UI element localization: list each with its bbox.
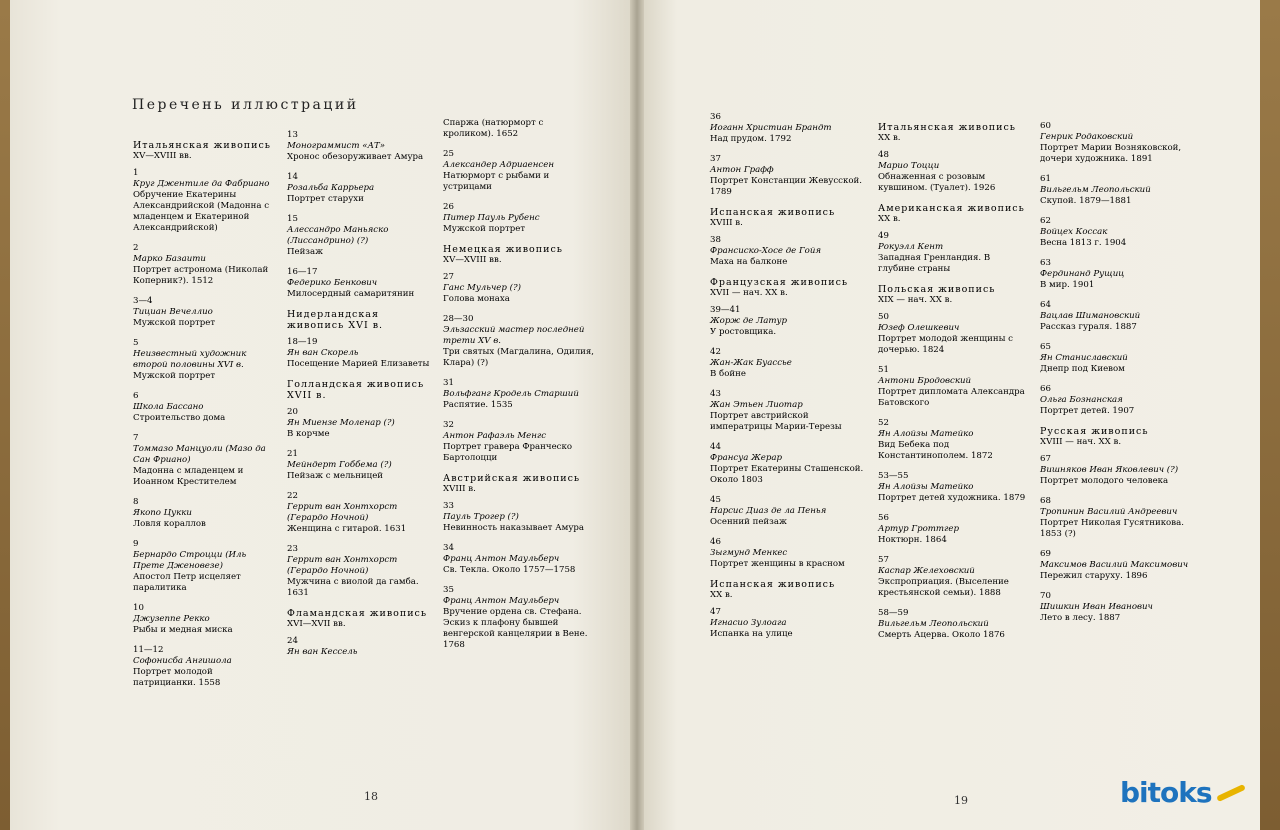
section-heading: Голландская живопись XVII в. — [287, 379, 425, 401]
list-item — [443, 272, 595, 305]
section-heading: Испанская живопись — [710, 579, 836, 590]
artwork-title: Мужской портрет — [443, 224, 526, 234]
illustration-number: 58—59 — [878, 608, 909, 618]
section-heading: Итальянская живопись — [878, 122, 1016, 133]
illustration-number: 39—41 — [710, 305, 741, 315]
illustration-number: 66 — [1040, 384, 1051, 394]
illustration-number: 1 — [133, 168, 139, 178]
artist-name: Максимов Василий Максимович — [1040, 560, 1189, 570]
artist-name: Жорж де Латур — [710, 316, 788, 326]
illustration-number: 32 — [443, 420, 454, 430]
list-item — [1040, 342, 1190, 375]
artist-name: Тициан Вечеллио — [133, 307, 213, 317]
artist-name: Монограммист «АТ» — [287, 141, 386, 151]
list-item — [1040, 496, 1190, 540]
list-item — [1040, 121, 1190, 165]
list-item — [878, 513, 1026, 546]
artist-name: Каспар Желеховский — [878, 566, 975, 576]
list-item — [878, 150, 1026, 194]
list-item — [710, 154, 865, 198]
list-item — [1040, 591, 1190, 624]
illustration-number: 25 — [443, 149, 454, 159]
illustration-number: 27 — [443, 272, 454, 282]
artist-name: Марко Базаити — [133, 254, 206, 264]
illustration-number: 8 — [133, 497, 139, 507]
list-item — [287, 407, 437, 440]
illustration-number: 64 — [1040, 300, 1051, 310]
artwork-title: В корчме — [287, 429, 330, 439]
illustration-number: 68 — [1040, 496, 1051, 506]
illustration-number: 18—19 — [287, 337, 318, 347]
section-period: XX в. — [710, 590, 733, 600]
artwork-title: Портрет астронома (Николай Коперник?). 1512 — [133, 265, 269, 286]
section-period: XVIII в. — [443, 484, 476, 494]
artist-name: Марио Тоцци — [878, 161, 940, 171]
artist-name: Ян ван Кессель — [287, 647, 358, 657]
artist-name: Юзеф Олешкевич — [878, 323, 960, 333]
artwork-title: В бойне — [710, 369, 746, 379]
artist-name: Тропинин Василий Андреевич — [1040, 507, 1178, 517]
illustration-number: 16—17 — [287, 267, 318, 277]
artist-name: Вильгельм Леопольский — [1040, 185, 1151, 195]
illustration-number: 21 — [287, 449, 298, 459]
artwork-title: В мир. 1901 — [1040, 280, 1095, 290]
illustration-number: 31 — [443, 378, 454, 388]
list-item — [1040, 216, 1190, 249]
artwork-title: Обручение Екатерины Александрийской (Мадонна с младенцем и Екатериной Александрийской) — [133, 190, 270, 233]
section-period: XVIII в. — [710, 218, 743, 228]
artwork-title: Рыбы и медная миска — [133, 625, 233, 635]
artist-name: Жан Этьен Лиотар — [710, 400, 803, 410]
section-heading: Нидерландская живопись XVI в. — [287, 309, 384, 331]
artist-name: Розальба Каррьера — [287, 183, 375, 193]
artist-name: Нарсис Диаз де ла Пенья — [710, 506, 827, 516]
artist-name: Питер Пауль Рубенс — [443, 213, 540, 223]
list-item — [443, 585, 595, 651]
artwork-title: Пейзаж с мельницей — [287, 471, 384, 481]
artwork-title: Натюрморт с рыбами и устрицами — [443, 171, 550, 192]
illustration-number: 42 — [710, 347, 721, 357]
list-item — [878, 471, 1026, 504]
artist-name: Антон Рафаэль Менгс — [443, 431, 547, 441]
artwork-title: Портрет гравера Франческо Бартолоцци — [443, 442, 573, 463]
artist-name: Антони Бродовский — [878, 376, 972, 386]
illustration-number: 67 — [1040, 454, 1051, 464]
page-title: Перечень иллюстраций — [132, 97, 359, 113]
artwork-title: Мужской портрет — [133, 318, 216, 328]
list-item — [878, 365, 1026, 409]
list-item — [1040, 174, 1190, 207]
illustration-number: 35 — [443, 585, 454, 595]
list-item — [443, 501, 595, 534]
artwork-title: Три святых (Магдалина, Одилия, Клара) (?) — [443, 347, 595, 368]
artwork-title: Посещение Марией Елизаветы — [287, 359, 430, 369]
artist-name: Круг Джентиле да Фабриано — [133, 179, 270, 189]
column-4 — [710, 112, 865, 649]
list-item — [878, 608, 1026, 641]
illustration-number: 63 — [1040, 258, 1051, 268]
illustration-number: 37 — [710, 154, 721, 164]
list-item — [287, 544, 437, 599]
artwork-title: Портрет детей. 1907 — [1040, 406, 1135, 416]
column-6 — [1040, 121, 1190, 633]
artist-name: Неизвестный художник второй половины XVI в. — [133, 349, 247, 370]
illustration-number: 9 — [133, 539, 139, 549]
section-period: XV—XVIII вв. — [133, 151, 192, 161]
illustration-number: 33 — [443, 501, 454, 511]
list-item — [287, 130, 437, 163]
list-item — [710, 305, 865, 338]
list-item — [710, 442, 865, 486]
artwork-title: Портрет дипломата Александра Батовского — [878, 387, 1025, 408]
list-item — [710, 347, 865, 380]
list-item — [878, 555, 1026, 599]
section-heading: Австрийская живопись — [443, 473, 581, 484]
artist-name: Франсуа Жерар — [710, 453, 782, 463]
artwork-title: Св. Текла. Около 1757—1758 — [443, 565, 576, 575]
list-item — [133, 645, 273, 689]
artwork-title: Ловля кораллов — [133, 519, 206, 529]
artist-name: Ольга Бознанская — [1040, 395, 1123, 405]
illustration-number: 43 — [710, 389, 721, 399]
artist-name: Федерико Бенкович — [287, 278, 378, 288]
artwork-title: Западная Гренландия. В глубине страны — [878, 253, 991, 274]
illustration-number: 15 — [287, 214, 298, 224]
artwork-title: Портрет детей художника. 1879 — [878, 493, 1026, 503]
artist-name: Ян Алойзы Матейко — [878, 482, 974, 492]
artist-name: Франц Антон Маульберч — [443, 554, 560, 564]
artist-name: Рокуэлл Кент — [878, 242, 944, 252]
artist-name: Игнасио Зулоага — [710, 618, 787, 628]
artist-name: Бернардо Строцци (Иль Прете Дженовезе) — [133, 550, 247, 571]
artist-name: Вацлав Шимановский — [1040, 311, 1141, 321]
illustration-number: 34 — [443, 543, 454, 553]
artist-name: Школа Бассано — [133, 402, 204, 412]
section-period: XVII — нач. XX в. — [710, 288, 788, 298]
artist-name: Ян Миензе Моленар (?) — [287, 418, 395, 428]
illustration-number: 10 — [133, 603, 144, 613]
artwork-title: Женщина с гитарой. 1631 — [287, 524, 407, 534]
illustration-number: 51 — [878, 365, 889, 375]
list-item — [287, 636, 437, 658]
artist-name: Эльзасский мастер последней трети XV в. — [443, 325, 585, 346]
list-item — [878, 312, 1026, 356]
list-item — [133, 391, 273, 424]
list-item — [287, 491, 437, 535]
illustration-number: 23 — [287, 544, 298, 554]
section-heading: Испанская живопись — [710, 207, 836, 218]
section-period: XX в. — [878, 214, 901, 224]
artwork-title: Обнаженная с розовым кувшином. (Туалет). 1926 — [878, 172, 996, 193]
list-item — [133, 243, 273, 287]
swoosh-icon — [1216, 784, 1246, 802]
illustration-number: 69 — [1040, 549, 1051, 559]
artist-name: Фердинанд Рущиц — [1040, 269, 1125, 279]
list-item — [710, 235, 865, 268]
illustration-number: 48 — [878, 150, 889, 160]
artwork-title: Портрет Констанции Жевусской. 1789 — [710, 176, 862, 197]
list-item — [133, 296, 273, 329]
illustration-number: 65 — [1040, 342, 1051, 352]
artwork-title: Экспроприация. (Выселение крестьянской семьи). 1888 — [878, 577, 1009, 598]
artwork-title: Портрет Марии Возняковской, дочери художника. 1891 — [1040, 143, 1182, 164]
artist-name: Генрик Родаковский — [1040, 132, 1134, 142]
artwork-title: Мадонна с младенцем и Иоанном Крестителем — [133, 466, 244, 487]
section-heading: Американская живопись — [878, 203, 1025, 214]
artist-name: Томмазо Манцуоли (Мазо да Сан Фриано) — [133, 444, 266, 465]
section-heading: Фламандская живопись — [287, 608, 428, 619]
artist-name: Алессандро Маньяско (Лиссандрино) (?) — [287, 225, 389, 246]
list-item — [1040, 549, 1190, 582]
artist-name: Александер Адриаенсен — [443, 160, 554, 170]
section-heading: Русская живопись — [1040, 426, 1149, 437]
artist-name: Артур Гроттгер — [878, 524, 959, 534]
list-item — [287, 449, 437, 482]
list-item — [443, 314, 595, 369]
artwork-title: Спаржа (натюрморт с кроликом). 1652 — [443, 118, 544, 139]
list-item — [443, 378, 595, 411]
list-item — [287, 214, 437, 258]
list-item — [710, 607, 865, 640]
illustration-number: 44 — [710, 442, 721, 452]
illustration-number: 6 — [133, 391, 139, 401]
illustration-number: 56 — [878, 513, 889, 523]
list-item — [133, 338, 273, 382]
artwork-title: Вручение ордена св. Стефана. Эскиз к плафону бывшей венгерской канцелярии в Вене. 1768 — [443, 607, 588, 650]
artwork-title: Рассказ гураля. 1887 — [1040, 322, 1137, 332]
column-5 — [878, 116, 1026, 650]
illustration-number: 24 — [287, 636, 298, 646]
list-item — [133, 168, 273, 234]
watermark-logo — [1120, 776, 1246, 809]
list-item — [1040, 454, 1190, 487]
artwork-title: Смерть Ацерва. Около 1876 — [878, 630, 1005, 640]
artist-name: Вильгельм Леопольский — [878, 619, 989, 629]
illustration-number: 61 — [1040, 174, 1051, 184]
illustration-number: 7 — [133, 433, 139, 443]
illustration-number: 53—55 — [878, 471, 909, 481]
illustration-number: 26 — [443, 202, 454, 212]
artist-name: Войцех Коссак — [1040, 227, 1108, 237]
illustration-number: 46 — [710, 537, 721, 547]
illustration-number: 13 — [287, 130, 298, 140]
artwork-title: Лето в лесу. 1887 — [1040, 613, 1121, 623]
section-heading: Немецкая живопись — [443, 244, 563, 255]
column-3 — [443, 118, 595, 660]
watermark-text: bitoks — [1120, 776, 1212, 809]
artist-name: Антон Графф — [710, 165, 774, 175]
artwork-title: Мужчина с виолой да гамба. 1631 — [287, 577, 419, 598]
book-gutter — [630, 0, 644, 830]
artwork-title: Голова монаха — [443, 294, 510, 304]
list-item — [878, 418, 1026, 462]
list-item — [1040, 384, 1190, 417]
illustration-number: 20 — [287, 407, 298, 417]
section-heading: Итальянская живопись — [133, 140, 271, 151]
page-number-right: 19 — [954, 794, 968, 807]
artist-name: Ганс Мульчер (?) — [443, 283, 521, 293]
artist-name: Жан-Жак Буассье — [710, 358, 792, 368]
section-period: XV—XVIII вв. — [443, 255, 502, 265]
artist-name: Франц Антон Маульберч — [443, 596, 560, 606]
illustration-number: 49 — [878, 231, 889, 241]
list-item — [710, 495, 865, 528]
list-item — [710, 112, 865, 145]
artist-name: Ян Алойзы Матейко — [878, 429, 974, 439]
illustration-number: 45 — [710, 495, 721, 505]
artist-name: Вольфганг Кродель Старший — [443, 389, 579, 399]
illustration-number: 70 — [1040, 591, 1051, 601]
artist-name: Ян ван Скорель — [287, 348, 359, 358]
list-item — [1040, 258, 1190, 291]
section-period: XX в. — [878, 133, 901, 143]
list-item — [133, 497, 273, 530]
illustration-number: 3—4 — [133, 296, 153, 306]
column-1 — [133, 134, 273, 698]
artwork-title: Мужской портрет — [133, 371, 216, 381]
artist-name: Геррит ван Хонтхорст (Герардо Ночной) — [287, 555, 398, 576]
artwork-title: Вид Бебека под Константинополем. 1872 — [878, 440, 993, 461]
illustration-number: 5 — [133, 338, 139, 348]
artwork-title: Ноктюрн. 1864 — [878, 535, 947, 545]
illustration-number: 62 — [1040, 216, 1051, 226]
artist-name: Шишкин Иван Иванович — [1040, 602, 1153, 612]
list-item — [443, 118, 595, 140]
artwork-title: Милосердный самаритянин — [287, 289, 415, 299]
artwork-title: Портрет молодого человека — [1040, 476, 1169, 486]
list-item — [287, 172, 437, 205]
artwork-title: Апостол Петр исцеляет паралитика — [133, 572, 241, 593]
artwork-title: Маха на балконе — [710, 257, 788, 267]
artwork-title: Весна 1813 г. 1904 — [1040, 238, 1127, 248]
artist-name: Геррит ван Хонтхорст (Герардо Ночной) — [287, 502, 398, 523]
list-item — [133, 433, 273, 488]
illustration-number: 2 — [133, 243, 139, 253]
list-item — [443, 420, 595, 464]
section-period: XVIII — нач. XX в. — [1040, 437, 1122, 447]
column-2 — [287, 130, 437, 667]
illustration-number: 47 — [710, 607, 721, 617]
artist-name: Джузеппе Рекко — [133, 614, 210, 624]
list-item — [710, 537, 865, 570]
list-item — [443, 202, 595, 235]
section-period: XIX — нач. XX в. — [878, 295, 953, 305]
section-heading: Польская живопись — [878, 284, 996, 295]
illustration-number: 50 — [878, 312, 889, 322]
illustration-number: 36 — [710, 112, 721, 122]
illustration-number: 57 — [878, 555, 889, 565]
artist-name: Зыгмунд Менкес — [710, 548, 788, 558]
list-item — [133, 603, 273, 636]
illustration-number: 52 — [878, 418, 889, 428]
artwork-title: Днепр под Киевом — [1040, 364, 1125, 374]
artwork-title: Невинность наказывает Амура — [443, 523, 585, 533]
artwork-title: Портрет молодой женщины с дочерью. 1824 — [878, 334, 1013, 355]
artwork-title: Распятие. 1535 — [443, 400, 513, 410]
artist-name: Софонисба Ангишола — [133, 656, 232, 666]
list-item — [443, 149, 595, 193]
artwork-title: Портрет Николая Гусятникова. 1853 (?) — [1040, 518, 1184, 539]
list-item — [710, 389, 865, 433]
list-item — [133, 539, 273, 594]
artist-name: Якопо Цукки — [133, 508, 192, 518]
artist-name: Мейндерт Гоббема (?) — [287, 460, 392, 470]
list-item — [878, 231, 1026, 275]
list-item — [287, 267, 437, 300]
artwork-title: Портрет австрийской императрицы Марии-Терезы — [710, 411, 842, 432]
illustration-number: 11—12 — [133, 645, 164, 655]
artwork-title: Портрет Екатерины Сташенской. Около 1803 — [710, 464, 864, 485]
artwork-title: Портрет женщины в красном — [710, 559, 845, 569]
illustration-number: 22 — [287, 491, 298, 501]
artwork-title: Хронос обезоруживает Амура — [287, 152, 424, 162]
page-number-left: 18 — [364, 790, 378, 803]
artwork-title: Осенний пейзаж — [710, 517, 787, 527]
artist-name: Пауль Трогер (?) — [443, 512, 519, 522]
artwork-title: Портрет молодой патрицианки. 1558 — [133, 667, 221, 688]
artist-name: Вишняков Иван Яковлевич (?) — [1040, 465, 1179, 475]
section-heading: Французская живопись — [710, 277, 849, 288]
artwork-title: Пережил старуху. 1896 — [1040, 571, 1148, 581]
list-item — [443, 543, 595, 576]
artwork-title: Скупой. 1879—1881 — [1040, 196, 1132, 206]
artwork-title: Пейзаж — [287, 247, 324, 257]
artwork-title: Испанка на улице — [710, 629, 793, 639]
artist-name: Иоганн Христиан Брандт — [710, 123, 832, 133]
section-period: XVI—XVII вв. — [287, 619, 346, 629]
illustration-number: 60 — [1040, 121, 1051, 131]
artist-name: Ян Станиславский — [1040, 353, 1128, 363]
illustration-number: 14 — [287, 172, 298, 182]
artwork-title: У ростовщика. — [710, 327, 777, 337]
artwork-title: Над прудом. 1792 — [710, 134, 792, 144]
illustration-number: 28—30 — [443, 314, 474, 324]
artist-name: Франсиско-Хосе де Гойя — [710, 246, 822, 256]
artwork-title: Строительство дома — [133, 413, 226, 423]
list-item — [287, 337, 437, 370]
illustration-number: 38 — [710, 235, 721, 245]
artwork-title: Портрет старухи — [287, 194, 364, 204]
list-item — [1040, 300, 1190, 333]
